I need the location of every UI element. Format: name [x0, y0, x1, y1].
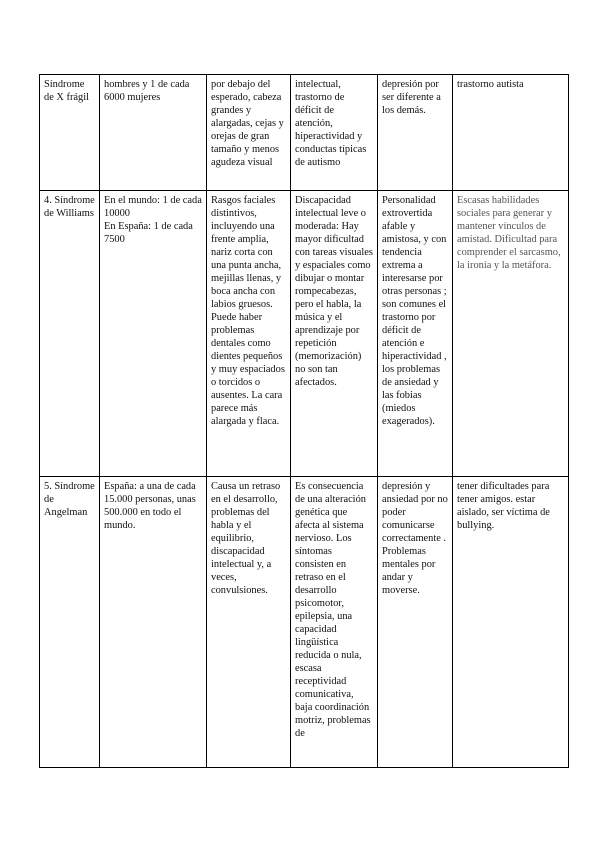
physical-traits-cell — [207, 75, 291, 191]
emotional-traits-text: Personalidad extrovertida afable y amistosa, y con tendencia extrema a interesarse por otras personas ; son comunes el trastorno por déficit de atención e hiperactividad , los problemas de ansiedad y las fobias (miedos exagerados). — [382, 195, 447, 427]
emotional-traits-cell — [378, 477, 453, 768]
emotional-traits-text: depresión por ser diferente a los demás. — [382, 79, 441, 116]
syndrome-name-cell — [40, 477, 100, 768]
physical-traits-cell — [207, 477, 291, 768]
emotional-traits-cell — [378, 75, 453, 191]
syndrome-name: Síndrome de X frágil — [44, 79, 90, 103]
prevalence-text: España: a una de cada 15.000 personas, unas 500.000 en todo el mundo. — [104, 481, 196, 531]
physical-traits-cell — [207, 191, 291, 477]
prevalence-cell — [100, 75, 207, 191]
syndromes-table — [39, 74, 569, 768]
cognitive-traits-text: intelectual, trastorno de déficit de atención, hiperactividad y conductas típicas de autismo — [295, 79, 367, 168]
syndrome-name: 5. Síndrome de Angelman — [44, 481, 95, 518]
table-row-x-fragil — [40, 75, 569, 191]
cognitive-traits-text: Es consecuencia de una alteración genética que afecta al sistema nervioso. Los síntomas consisten en retraso en el desarrollo psicomotor, epilepsia, una capacidad lingüística reducida o nula, escasa receptividad comunicativa, baja coordinación motriz, problemas de — [295, 481, 371, 739]
prevalence-cell — [100, 191, 207, 477]
syndrome-name: 4. Síndrome de Williams — [44, 195, 95, 219]
prevalence-cell — [100, 477, 207, 768]
social-traits-text: Escasas habilidades sociales para generar y mantener vínculos de amistad. Dificultad para comprender el sarcasmo, la ironía y la metáfora. — [457, 195, 561, 271]
physical-traits-text: por debajo del esperado, cabeza grandes y alargadas, cejas y orejas de gran tamaño y menos agudeza visual — [211, 79, 284, 168]
emotional-traits-cell — [378, 191, 453, 477]
prevalence-text: hombres y 1 de cada 6000 mujeres — [104, 79, 190, 103]
physical-traits-text: Causa un retraso en el desarrollo, problemas del habla y el equilibrio, discapacidad intelectual y, a veces, convulsiones. — [211, 481, 281, 596]
cognitive-traits-cell — [291, 477, 378, 768]
cognitive-traits-text: Discapacidad intelectual leve o moderada: Hay mayor dificultad con tareas visuales y espaciales como dibujar o montar rompecabezas, pero el habla, la música y el aprendizaje por repetición (memorización) no son tan afectados. — [295, 195, 373, 388]
syndrome-name-cell — [40, 191, 100, 477]
social-traits-cell — [453, 191, 569, 477]
syndrome-name-cell — [40, 75, 100, 191]
prevalence-text: En el mundo: 1 de cada 10000 En España: 1 de cada 7500 — [104, 195, 202, 245]
table-row-angelman — [40, 477, 569, 768]
emotional-traits-text: depresión y ansiedad por no poder comunicarse correctamente . Problemas mentales por andar y moverse. — [382, 481, 448, 596]
cognitive-traits-cell — [291, 191, 378, 477]
social-traits-cell — [453, 75, 569, 191]
physical-traits-text: Rasgos faciales distintivos, incluyendo una frente amplia, nariz corta con una punta ancha, mejillas llenas, y boca ancha con labios gruesos. Puede haber problemas dentales como dientes pequeños y muy espaciados o torcidos o ausentes. La cara parece más alargada y flaca. — [211, 195, 285, 427]
social-traits-text: trastorno autista — [457, 79, 524, 90]
cognitive-traits-cell — [291, 75, 378, 191]
social-traits-cell — [453, 477, 569, 768]
social-traits-text: tener dificultades para tener amigos. estar aislado, ser víctima de bullying. — [457, 481, 550, 531]
table-row-williams — [40, 191, 569, 477]
